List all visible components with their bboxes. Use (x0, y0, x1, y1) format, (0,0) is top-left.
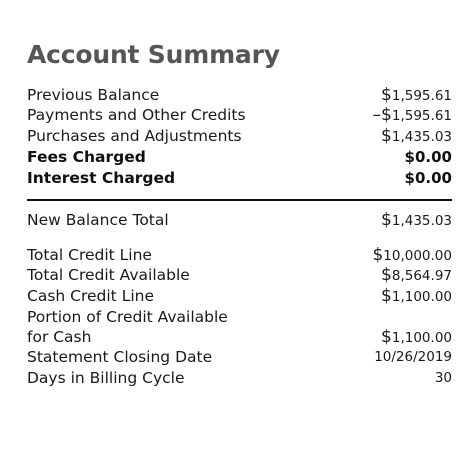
row-label: Payments and Other Credits (27, 106, 246, 124)
row-label: Total Credit Line (27, 246, 152, 264)
row-label: for Cash (27, 328, 92, 346)
fees-charged-row (27, 147, 452, 168)
page-title: Account Summary (27, 40, 280, 69)
row-label: Days in Billing Cycle (27, 369, 185, 387)
statement-closing-date-row (27, 347, 452, 368)
row-value: $10,000.00 (372, 245, 452, 265)
section-divider (27, 199, 452, 201)
interest-charged-row (27, 168, 452, 189)
purchases-adjustments-row (27, 126, 452, 147)
row-label: Purchases and Adjustments (27, 127, 242, 145)
days-billing-cycle-row (27, 368, 452, 389)
payments-credits-row (27, 105, 452, 126)
row-value: 30 (434, 370, 452, 386)
row-value: –$1,595.61 (372, 105, 452, 125)
row-label: Cash Credit Line (27, 287, 154, 305)
row-value: $1,435.03 (381, 210, 452, 230)
row-value: $1,100.00 (381, 327, 452, 347)
row-value: $0.00 (404, 169, 452, 187)
previous-balance-row (27, 85, 452, 106)
row-label: Interest Charged (27, 169, 176, 187)
portion-credit-available-row (27, 307, 452, 328)
row-label: Statement Closing Date (27, 348, 213, 366)
row-value: $8,564.97 (381, 265, 452, 285)
row-value: 10/26/2019 (374, 349, 452, 365)
total-credit-line-row (27, 245, 452, 266)
row-label: Total Credit Available (27, 266, 190, 284)
row-value: $1,100.00 (381, 286, 452, 306)
row-value: $1,595.61 (381, 85, 452, 105)
row-label: Previous Balance (27, 86, 160, 104)
row-label: New Balance Total (27, 211, 169, 229)
for-cash-row (27, 327, 452, 348)
row-label: Fees Charged (27, 148, 146, 166)
row-value: $0.00 (404, 148, 452, 166)
row-value: $1,435.03 (381, 126, 452, 146)
cash-credit-line-row (27, 286, 452, 307)
total-credit-available-row (27, 265, 452, 286)
new-balance-total-row (27, 210, 452, 231)
row-label: Portion of Credit Available (27, 308, 228, 326)
